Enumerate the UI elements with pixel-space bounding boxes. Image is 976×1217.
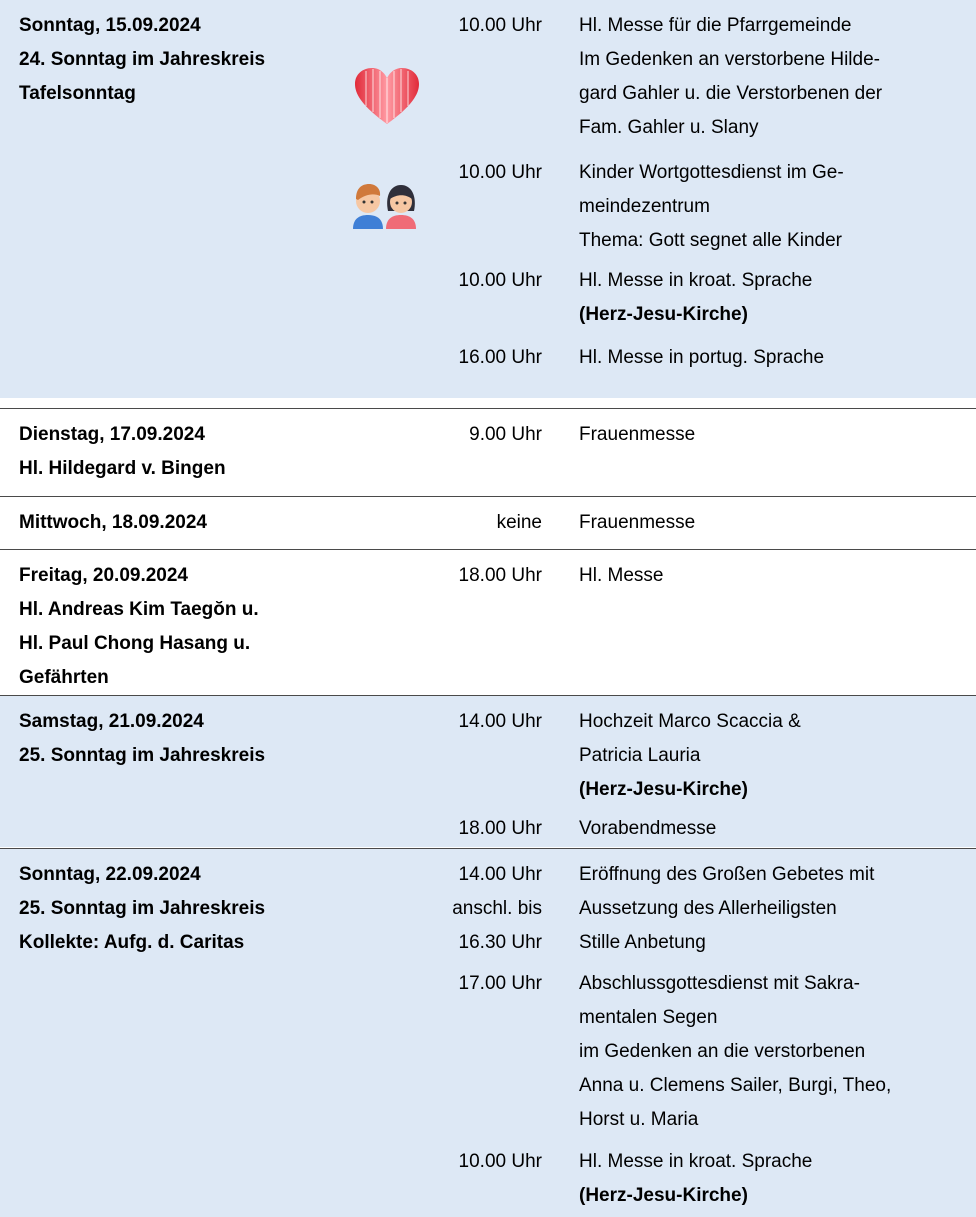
event-description: Frauenmesse [579, 424, 696, 445]
day-title: 25. Sonntag im Jahreskreis [19, 898, 266, 919]
day-block-sunday-22 [0, 848, 976, 1217]
day-date: Sonntag, 22.09.2024 [19, 864, 201, 885]
day-date: Samstag, 21.09.2024 [19, 711, 204, 732]
day-title: 25. Sonntag im Jahreskreis [19, 745, 266, 766]
event-description: Kinder Wortgottesdienst im Ge- meindezentrum Thema: Gott segnet alle Kinder [579, 162, 844, 251]
church-name: (Herz-Jesu-Kirche) [579, 1185, 748, 1206]
day-block-saturday-21 [0, 695, 976, 847]
event-time: 14.00 Uhr [458, 711, 542, 732]
church-name: (Herz-Jesu-Kirche) [579, 779, 748, 800]
event-time: keine [496, 512, 542, 533]
event-time: 10.00 Uhr [458, 162, 542, 183]
day-collection: Kollekte: Aufg. d. Caritas [19, 932, 245, 953]
day-header [19, 705, 265, 773]
event-description: Hl. Messe für die Pfarrgemeinde Im Gedenken an verstorbene Hilde- gard Gahler u. die Verstorbenen der Fam. Gahler u. Slany [579, 15, 883, 138]
event-time: 10.00 Uhr [458, 15, 542, 36]
event-description: Abschlussgottesdienst mit Sakra- mentalen Segen im Gedenken an die verstorbenen Anna u. Clemens Sailer, Burgi, Theo, Horst u. Maria [579, 973, 892, 1130]
day-block-wednesday-18 [0, 496, 976, 548]
day-block-sunday-15 [0, 0, 976, 398]
church-name: (Herz-Jesu-Kirche) [579, 304, 748, 325]
day-date: Freitag, 20.09.2024 [19, 565, 188, 586]
event-time: 18.00 Uhr [458, 565, 542, 586]
day-block-friday-20 [0, 549, 976, 694]
event-description: Eröffnung des Großen Gebetes mit Aussetzung des Allerheiligsten Stille Anbetung [579, 864, 875, 953]
day-saint: Hl. Andreas Kim Taegŏn u. [19, 599, 259, 620]
day-note: Tafelsonntag [19, 83, 136, 104]
event-description: Hl. Messe in kroat. Sprache (Herz-Jesu-Kirche) [579, 1145, 974, 1213]
event-time: 9.00 Uhr [469, 424, 542, 445]
event-time: 17.00 Uhr [458, 973, 542, 994]
day-title: 24. Sonntag im Jahreskreis [19, 49, 266, 70]
event-description: Hl. Messe in portug. Sprache [579, 347, 825, 368]
day-title: Hl. Hildegard v. Bingen [19, 458, 226, 479]
event-description: Hl. Messe [579, 565, 664, 586]
day-saint: Gefährten [19, 667, 109, 688]
children-icon [350, 181, 420, 231]
day-saint: Hl. Paul Chong Hasang u. [19, 633, 251, 654]
day-date: Mittwoch, 18.09.2024 [19, 512, 207, 533]
day-block-tuesday-17 [0, 408, 976, 495]
event-time: 10.00 Uhr [458, 270, 542, 291]
event-description: Vorabendmesse [579, 818, 717, 839]
day-date: Dienstag, 17.09.2024 [19, 424, 205, 445]
event-time: 16.00 Uhr [458, 347, 542, 368]
day-header [19, 9, 265, 111]
event-time: 10.00 Uhr [458, 1151, 542, 1172]
heart-icon [352, 66, 422, 126]
event-description: Hochzeit Marco Scaccia & Patricia Lauria (Herz-Jesu-Kirche) [579, 705, 974, 807]
event-description: Frauenmesse [579, 512, 696, 533]
event-description: Hl. Messe in kroat. Sprache (Herz-Jesu-Kirche) [579, 264, 974, 332]
day-date: Sonntag, 15.09.2024 [19, 15, 201, 36]
event-time: 14.00 Uhr anschl. bis 16.30 Uhr [452, 864, 542, 953]
day-header [19, 559, 259, 695]
day-header [19, 506, 207, 540]
day-header [19, 418, 226, 486]
event-time: 18.00 Uhr [458, 818, 542, 839]
day-header [19, 858, 265, 960]
